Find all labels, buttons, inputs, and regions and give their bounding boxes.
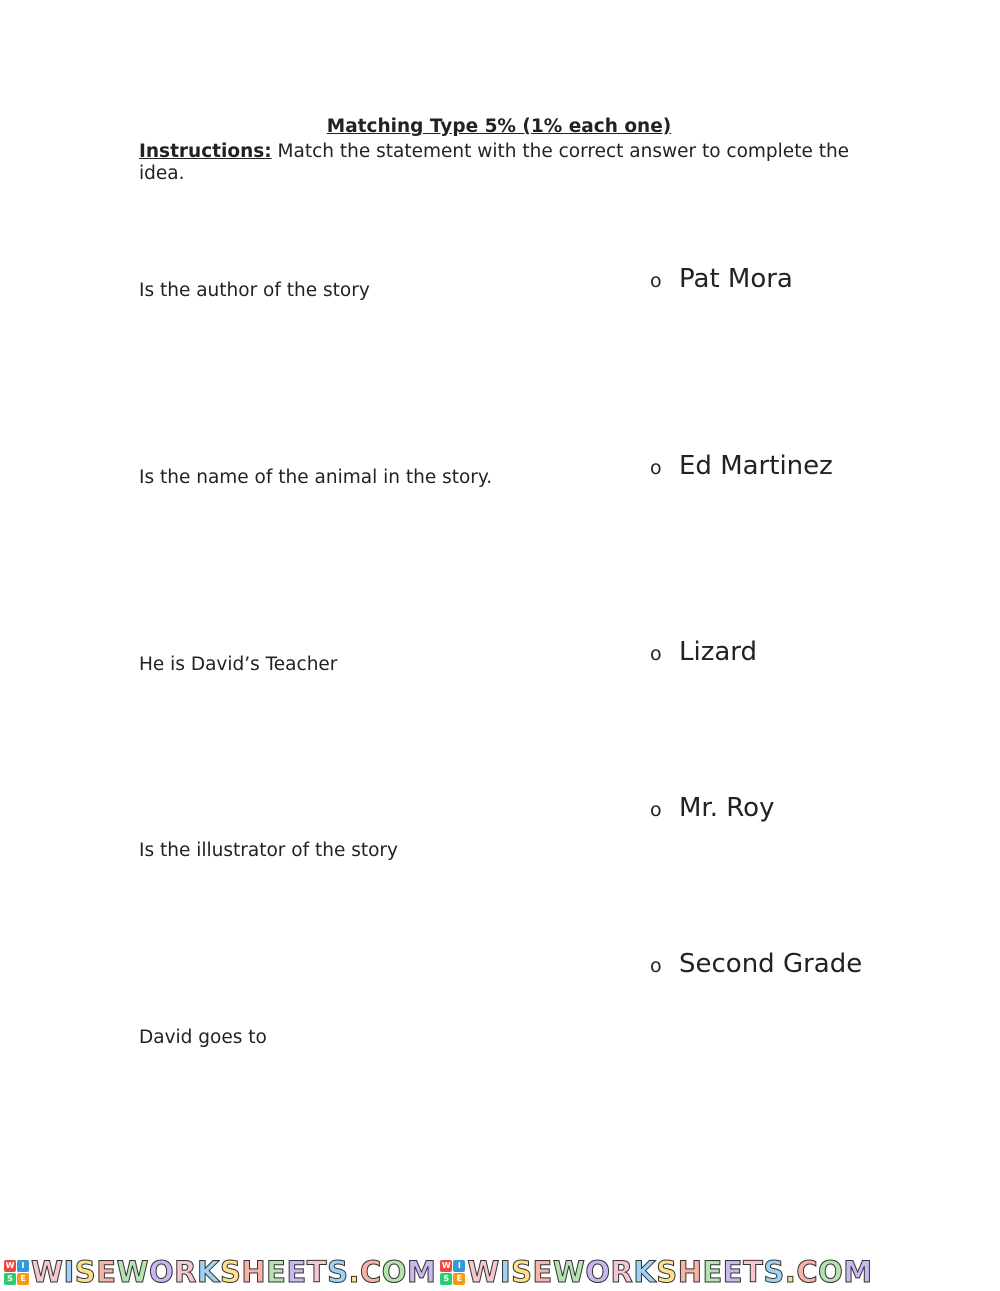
footer-watermark xyxy=(0,1256,1000,1288)
answer-label: Mr. Roy xyxy=(679,793,775,823)
watermark-block-2 xyxy=(436,1255,872,1289)
answer-label: Ed Martinez xyxy=(679,451,833,481)
instructions-text: Match the statement with the correct answer to complete the idea. xyxy=(139,141,850,184)
watermark-block-1 xyxy=(0,1255,436,1289)
instructions-label: Instructions: xyxy=(139,141,272,162)
answer-label: Second Grade xyxy=(679,949,863,979)
bullet-icon: o xyxy=(650,643,662,665)
statement-2: Is the name of the animal in the story. xyxy=(139,467,493,488)
worksheet-title: Matching Type 5% (1% each one) xyxy=(326,116,672,137)
statement-3: He is David’s Teacher xyxy=(139,654,338,675)
brand-text: WISEWORKSHEETS.COM xyxy=(467,1255,873,1289)
bullet-icon: o xyxy=(650,799,662,821)
answer-item-1[interactable] xyxy=(650,264,793,296)
answer-label: Lizard xyxy=(679,637,758,667)
bullet-icon: o xyxy=(650,457,662,479)
bullet-icon: o xyxy=(650,270,662,292)
answer-item-5[interactable] xyxy=(650,949,862,981)
statement-1: Is the author of the story xyxy=(139,280,370,301)
answer-item-3[interactable] xyxy=(650,637,757,669)
statement-5: David goes to xyxy=(139,1027,267,1048)
statement-4: Is the illustrator of the story xyxy=(139,840,398,861)
instructions xyxy=(139,141,869,185)
answer-item-2[interactable] xyxy=(650,451,833,483)
bullet-icon: o xyxy=(650,955,662,977)
brand-text: WISEWORKSHEETS.COM xyxy=(31,1255,437,1289)
answer-item-4[interactable] xyxy=(650,793,774,825)
answer-label: Pat Mora xyxy=(679,264,793,294)
wise-logo-icon: W I S E xyxy=(440,1260,465,1285)
wise-logo-icon: W I S E xyxy=(4,1260,29,1285)
